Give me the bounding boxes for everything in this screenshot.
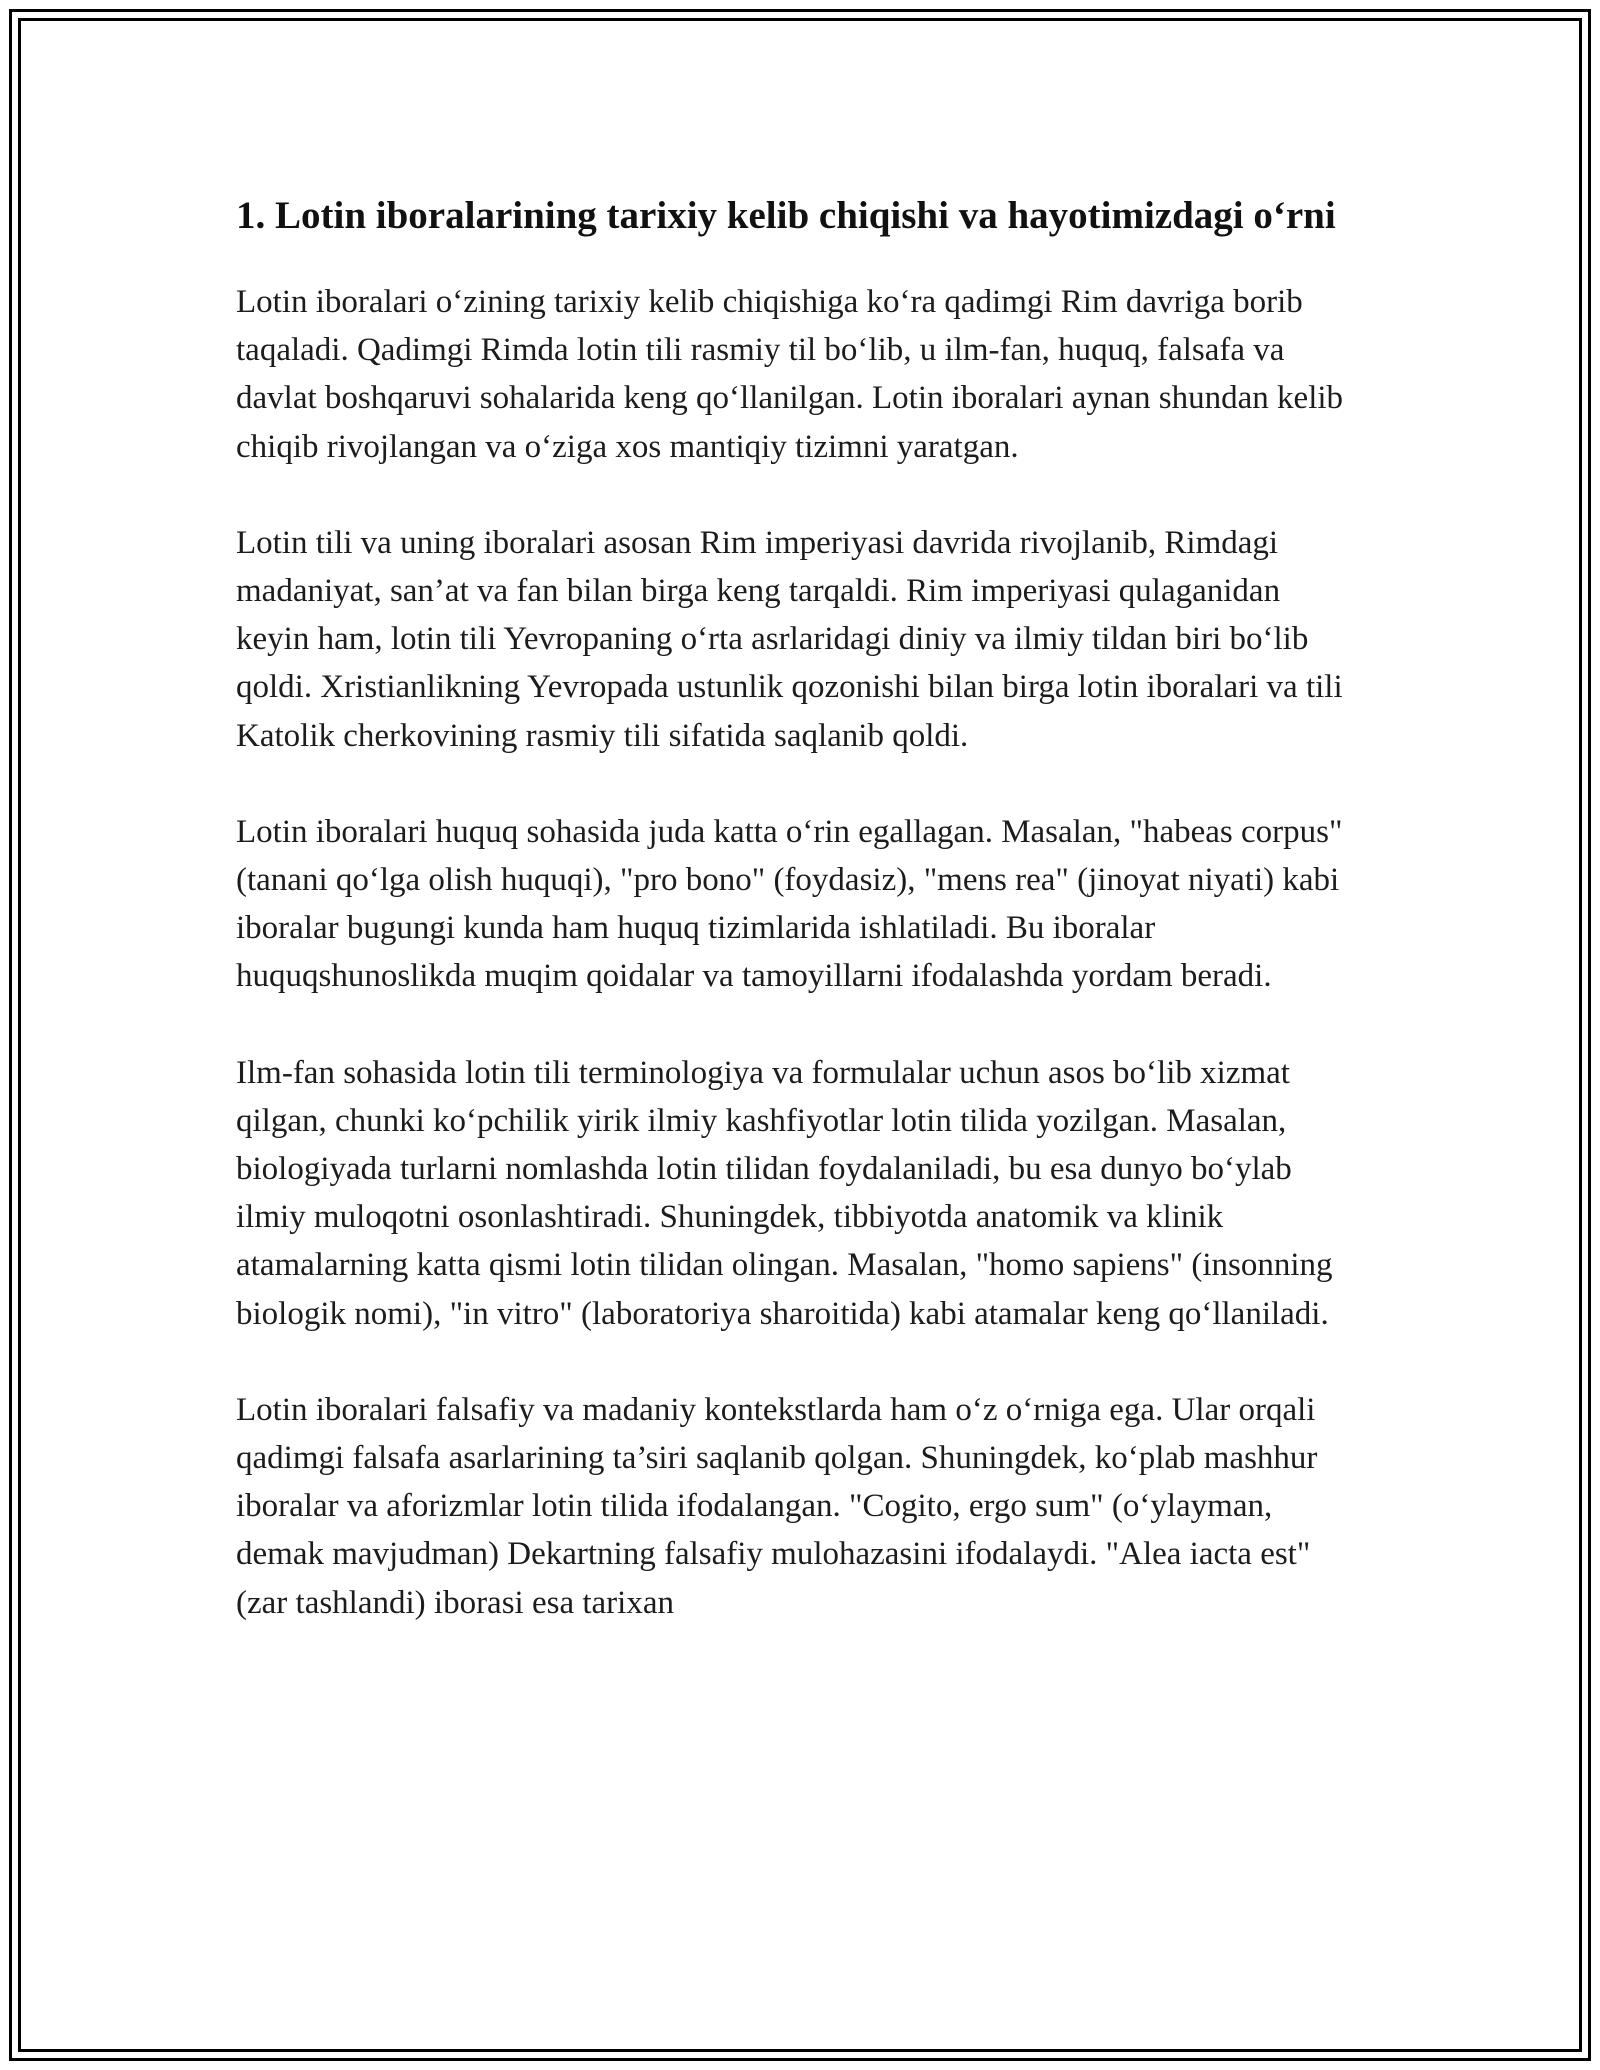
paragraph-5: Lotin iboralari falsafiy va madaniy kontekstlarda ham o‘z o‘rniga ega. Ular orqali qadimgi falsafa asarlarining ta’siri saqlanib qolgan. Shuningdek, ko‘plab mashhur iboralar va aforizmlar lotin tilida ifodalangan. "Cogito, ergo sum" (o‘ylayman, demak mavjudman) Dekartning falsafiy mulohazasini ifodalaydi. "Alea iacta est" (zar tashlandi) iborasi esa tarixan bbox=[236, 1391, 1318, 1621]
paragraph-3: Lotin iboralari huquq sohasida juda katta o‘rin egallagan. Masalan, "habeas corpus" (tanani qo‘lga olish huquqi), "pro bono" (foydasiz), "mens rea" (jinoyat niyati) kabi iboralar bugungi kunda ham huquq tizimlarida ishlatiladi. Bu iboralar huquqshunoslikda muqim qoidalar va tamoyillarni ifodalashda yordam beradi. bbox=[236, 813, 1343, 995]
paragraph-4: Ilm-fan sohasida lotin tili terminologiya va formulalar uchun asos bo‘lib xizmat qilgan, chunki ko‘pchilik yirik ilmiy kashfiyotlar lotin tilida yozilgan. Masalan, biologiyada turlarni nomlashda lotin tilidan foydalaniladi, bu esa dunyo bo‘ylab ilmiy muloqotni osonlashtiradi. Shuningdek, tibbiyotda anatomik va klinik atamalarning katta qismi lotin tilidan olingan. Masalan, "homo sapiens" (insonning biologik nomi), "in vitro" (laboratoriya sharoitida) kabi atamalar keng qo‘llaniladi. bbox=[236, 1054, 1333, 1332]
paragraph-2: Lotin tili va uning iboralari asosan Rim imperiyasi davrida rivojlanib, Rimdagi madaniyat, san’at va fan bilan birga keng tarqaldi. Rim imperiyasi qulaganidan keyin ham, lotin tili Yevropaning o‘rta asrlaridagi diniy va ilmiy tildan biri bo‘lib qoldi. Xristianlikning Yevropada ustunlik qozonishi bilan birga lotin iboralari va tili Katolik cherkovining rasmiy tili sifatida saqlanib qoldi. bbox=[236, 524, 1343, 754]
document-body bbox=[236, 190, 1356, 1675]
section-heading: 1. Lotin iboralarining tarixiy kelib chiqishi va hayotimizdagi o‘rni bbox=[236, 194, 1336, 237]
paragraph-1: Lotin iboralari o‘zining tarixiy kelib chiqishiga ko‘ra qadimgi Rim davriga borib taqaladi. Qadimgi Rimda lotin tili rasmiy til bo‘lib, u ilm-fan, huquq, falsafa va davlat boshqaruvi sohalarida keng qo‘llanilgan. Lotin iboralari aynan shundan kelib chiqib rivojlangan va o‘ziga xos mantiqiy tizimni yaratgan. bbox=[236, 284, 1344, 465]
